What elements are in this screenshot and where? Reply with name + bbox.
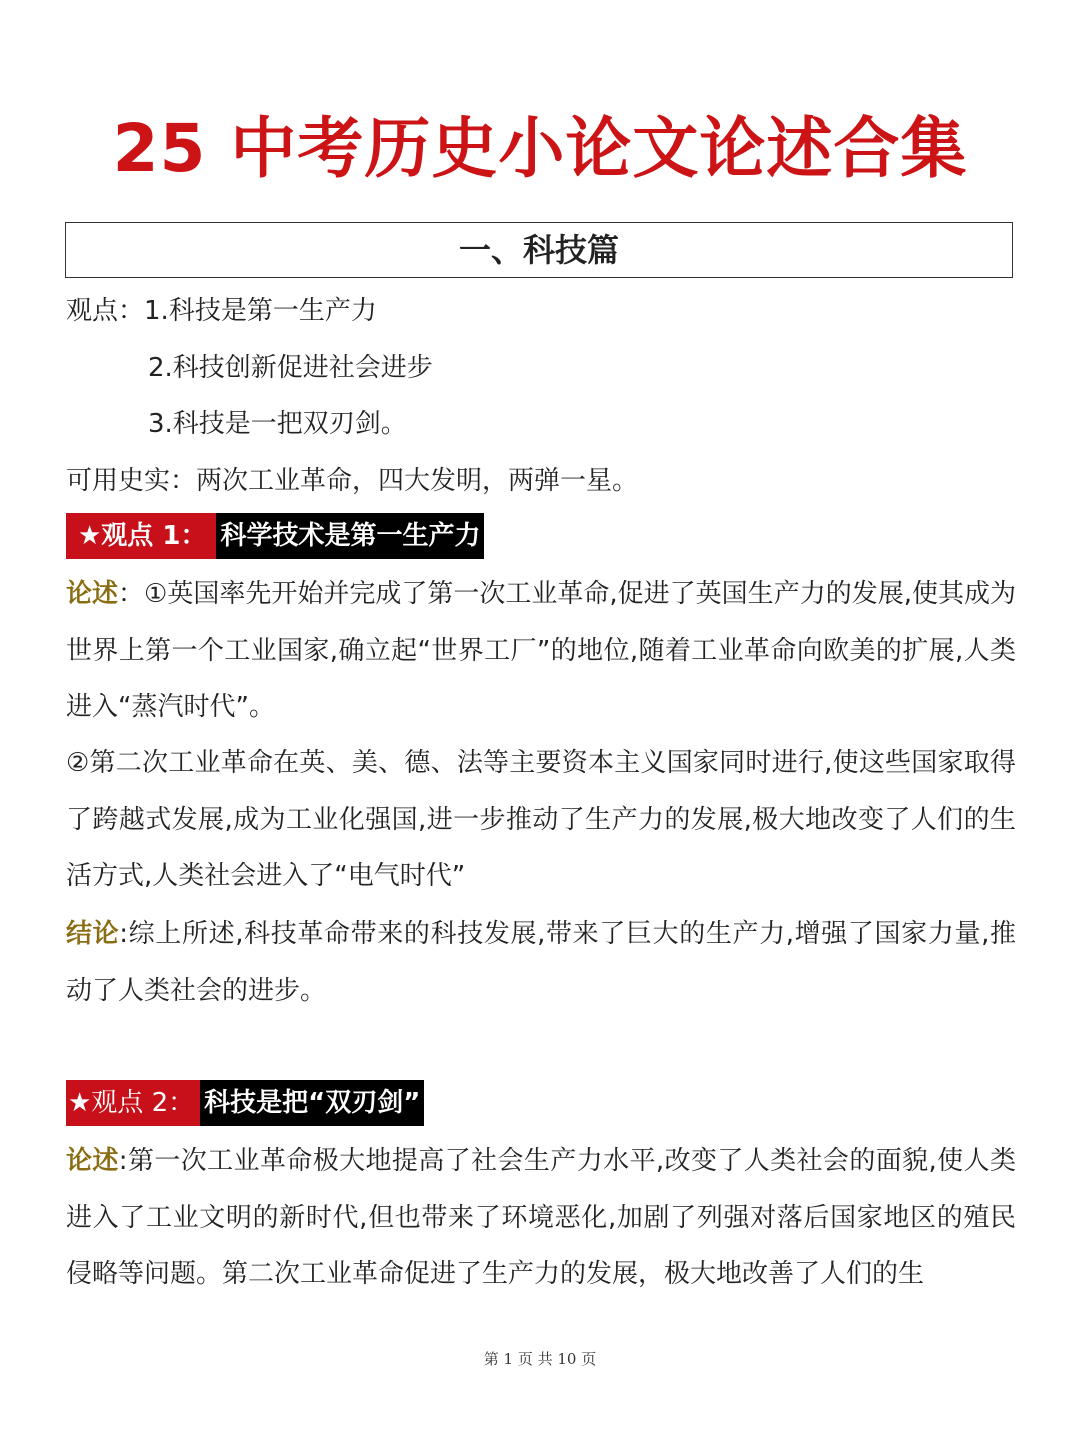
argument-label: 论述 [66,1146,119,1176]
point1-heading [66,513,484,559]
page-title: 25 中考历史小论文论述合集 [112,110,968,187]
point1-tag-title: 科学技术是第一生产力 [216,513,484,559]
page-footer: 第 1 页 共 10 页 [483,1350,597,1368]
viewpoint-item: 1.科技是第一生产力 [144,296,377,326]
conclusion-label: 结论 [66,919,120,949]
viewpoint-row-1 [66,294,377,328]
point1-argument [66,566,1016,736]
section-heading: 一、科技篇 [65,222,1013,278]
point1-conclusion [66,906,1016,1019]
argument-text: :第一次工业革命极大地提高了社会生产力水平,改变了人类社会的面貌,使人类进入了工业文明的新时代,但也带来了环境恶化,加剧了列强对落后国家地区的殖民侵略等问题。第二次工业革命促进了生产力的发展，极大地改善了人们的生 [66,1146,1016,1289]
point2-tag-label: ★观点 2： [66,1080,200,1126]
viewpoints-label: 观点： [66,296,145,326]
argument-label: 论述 [66,579,119,609]
point1-argument-2: ②第二次工业革命在英、美、德、法等主要资本主义国家同时进行,使这些国家取得了跨越式发展,成为工业化强国,进一步推动了生产力的发展,极大地改变了人们的生活方式,人类社会进入了“电气时代” [66,748,1016,891]
point2-tag-title: 科技是把“双刃剑” [200,1080,424,1126]
viewpoint-item: 3.科技是一把双刃剑。 [148,409,407,439]
conclusion-text: :综上所述,科技革命带来的科技发展,带来了巨大的生产力,增强了国家力量,推动了人类社会的进步。 [66,919,1016,1006]
historical-facts: 可用史实：两次工业革命，四大发明，两弹一星。 [66,466,639,496]
point2-argument [66,1133,1016,1303]
point1-tag-label: ★观点 1： [66,513,216,559]
argument-text: ：①英国率先开始并完成了第一次工业革命,促进了英国生产力的发展,使其成为世界上第一个工业国家,确立起“世界工厂”的地位,随着工业革命向欧美的扩展,人类进入“蒸汽时代”。 [66,579,1016,722]
viewpoint-item: 2.科技创新促进社会进步 [148,353,433,383]
point2-heading [66,1080,424,1126]
